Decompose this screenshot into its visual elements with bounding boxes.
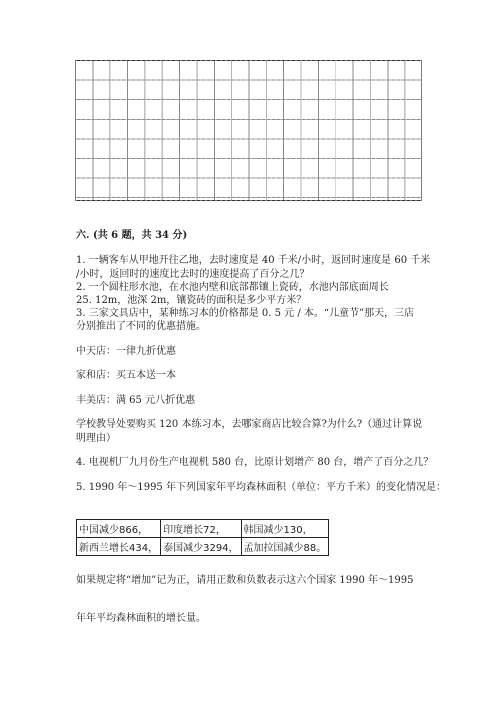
q3-line2: 分别推出了不同的优惠措施。 [76,321,206,332]
table-cell: 中国减少866， [77,520,161,538]
table-cell: 韩国减少130， [241,520,329,538]
section-title: 六. (共 6 题，共 34 分) [76,230,188,241]
q2-line2: 25. 12m，池深 2m，镶瓷砖的面积是多少平方米？ [76,295,307,306]
table-cell: 印度增长72， [161,520,241,538]
table-row [77,538,329,556]
q1-line1: 1. 一辆客车从甲地开往乙地，去时速度是 40 千米/小时，返回时速度是 60 千米 [76,255,431,266]
q5-follow-line2: 年年平均森林面积的增长量。 [76,613,206,624]
q3-store3: 丰美店：满 65 元八折优惠 [76,395,196,406]
q5-line1: 5. 1990 年～1995 年下列国家年平均森林面积（单位：平方千米）的变化情况是： [76,482,446,493]
table-row [77,520,329,538]
q2-line1: 2. 一个圆柱形水池，在水池内壁和底部都镶上瓷砖，水池内部底面周长 [76,282,389,293]
q3-store2: 家和店：买五本送一本 [76,370,176,381]
table-cell: 新西兰增长434， [77,538,161,556]
table-cell: 泰国减少3294， [161,538,241,556]
answer-grid [75,60,422,201]
q1-line2: /小时，返回时的速度比去时的速度提高了百分之几？ [76,269,310,280]
q5-follow-line1: 如果规定将“增加”记为正，请用正数和负数表示这六个国家 1990 年～1995 [76,575,414,586]
q3-store1: 中天店：一律九折优惠 [76,346,176,357]
q4-line1: 4. 电视机厂九月份生产电视机 580 台，比原计划增产 80 台，增产了百分之几？ [76,457,434,468]
table-cell: 孟加拉国减少88。 [241,538,329,556]
q3-question-line2: 明理由） [76,433,116,444]
forest-change-table [76,519,329,556]
q3-question-line1: 学校教导处要购买 120 本练习本，去哪家商店比较合算?为什么?（通过计算说 [76,419,423,430]
q3-line1: 3. 三家文具店中，某种练习本的价格都是 0. 5 元 / 本。“儿童节”那天，三店 [76,308,415,319]
